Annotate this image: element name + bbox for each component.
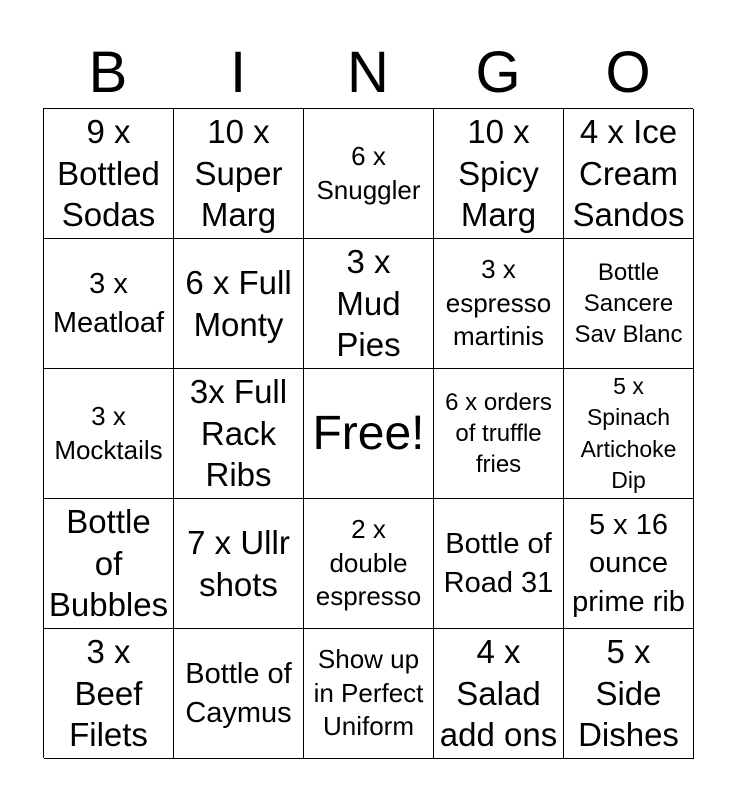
bingo-cell-g-3[interactable]: [434, 369, 564, 499]
cell-line: Filets: [69, 716, 148, 754]
bingo-cell-n-3[interactable]: [304, 369, 434, 499]
bingo-cell-text: [175, 262, 302, 346]
cell-line: Show up: [317, 643, 420, 674]
bingo-cell-g-2[interactable]: [434, 239, 564, 369]
cell-line: Sav Blanc: [574, 321, 683, 349]
cell-line: espresso: [315, 581, 422, 612]
cell-line: Bottle: [597, 258, 660, 286]
cell-line: ounce: [588, 547, 668, 580]
cell-line: Mocktails: [54, 434, 163, 465]
bingo-cell-b-3[interactable]: [44, 369, 174, 499]
cell-line: 6 x orders: [445, 388, 552, 416]
bingo-cell-text: [565, 257, 692, 351]
bingo-cell-text: [45, 265, 172, 342]
bingo-cell-text: [175, 655, 302, 732]
bingo-cell-b-4[interactable]: [44, 499, 174, 629]
cell-line: Mud: [336, 284, 401, 322]
bingo-cell-text: [45, 400, 172, 468]
cell-line: Super: [194, 154, 283, 192]
cell-line: Marg: [460, 196, 537, 234]
bingo-cell-n-4[interactable]: [304, 499, 434, 629]
bingo-cell-text: [305, 513, 432, 614]
cell-line: Spicy: [458, 154, 539, 192]
bingo-header: [43, 38, 693, 108]
cell-line: 6 x: [351, 140, 386, 171]
cell-line: Bottled: [57, 154, 160, 192]
cell-line: Meatloaf: [52, 306, 165, 339]
cell-line: 3x Full: [189, 372, 288, 410]
cell-line: espresso: [445, 287, 552, 318]
cell-line: Dishes: [578, 716, 679, 754]
bingo-cell-i-5[interactable]: [174, 629, 304, 759]
bingo-cell-text: [435, 253, 562, 354]
cell-line: Spinach: [586, 404, 671, 431]
cell-line: 3 x: [89, 267, 128, 300]
bingo-cell-i-2[interactable]: [174, 239, 304, 369]
cell-line: Pies: [336, 326, 401, 364]
cell-line: of truffle: [455, 419, 542, 447]
bingo-cell-text: [435, 631, 562, 757]
cell-line: Uniform: [322, 711, 414, 742]
bingo-cell-i-3[interactable]: [174, 369, 304, 499]
header-letter-n: N: [347, 40, 389, 105]
header-letter-i: I: [229, 40, 247, 105]
bingo-cell-text: [45, 501, 172, 627]
bingo-cell-b-1[interactable]: [44, 109, 174, 239]
bingo-cell-o-4[interactable]: [564, 499, 694, 629]
cell-line: Cream: [578, 154, 679, 192]
cell-line: fries: [475, 451, 522, 479]
header-letter-b: B: [88, 40, 128, 105]
bingo-cell-text: [565, 371, 692, 495]
cell-line: Artichoke: [580, 435, 677, 462]
cell-line: prime rib: [572, 585, 685, 618]
bingo-cell-text: [435, 387, 562, 481]
bingo-cell-g-5[interactable]: [434, 629, 564, 759]
cell-line: 2 x: [351, 513, 386, 544]
bingo-cell-o-3[interactable]: [564, 369, 694, 499]
cell-line: 10 x: [467, 112, 530, 150]
cell-line: double: [329, 547, 408, 578]
bingo-cell-o-5[interactable]: [564, 629, 694, 759]
bingo-cell-n-1[interactable]: [304, 109, 434, 239]
cell-line: Caymus: [185, 696, 292, 729]
bingo-cell-g-1[interactable]: [434, 109, 564, 239]
cell-line: 4 x Ice: [579, 112, 678, 150]
bingo-cell-text: [435, 525, 562, 602]
bingo-cell-text: [175, 522, 302, 606]
bingo-cell-text: [305, 241, 432, 367]
bingo-cell-n-2[interactable]: [304, 239, 434, 369]
cell-line: shots: [199, 565, 278, 603]
cell-line: Side: [595, 674, 662, 712]
cell-line: Salad: [456, 674, 541, 712]
bingo-cell-text: [565, 111, 692, 237]
cell-line: 10 x: [207, 112, 270, 150]
cell-line: Ribs: [205, 456, 272, 494]
bingo-cell-i-4[interactable]: [174, 499, 304, 629]
cell-line: 7 x Ullr: [187, 523, 290, 561]
cell-line: 3 x: [481, 253, 516, 284]
bingo-cell-b-5[interactable]: [44, 629, 174, 759]
cell-line: 5 x 16: [589, 508, 668, 541]
bingo-cell-o-2[interactable]: [564, 239, 694, 369]
cell-line: Bottle of: [445, 527, 552, 560]
cell-line: 4 x: [476, 632, 521, 670]
bingo-cell-text: [175, 111, 302, 237]
cell-line: Free!: [312, 406, 425, 460]
bingo-cell-text: [435, 111, 562, 237]
bingo-cell-text: [305, 140, 432, 208]
header-letter-o: O: [605, 40, 651, 105]
bingo-cell-text: [175, 371, 302, 497]
cell-line: add ons: [439, 716, 558, 754]
cell-line: Sodas: [61, 196, 156, 234]
cell-line: in Perfect: [313, 677, 424, 708]
cell-line: 5 x: [613, 373, 644, 400]
cell-line: Sancere: [583, 289, 674, 317]
cell-line: Sandos: [572, 196, 685, 234]
bingo-cell-g-4[interactable]: [434, 499, 564, 629]
cell-line: Beef: [74, 674, 143, 712]
header-letter-g: G: [475, 40, 521, 105]
cell-line: Snuggler: [316, 174, 421, 205]
bingo-cell-i-1[interactable]: [174, 109, 304, 239]
cell-line: Dip: [611, 466, 646, 493]
cell-line: Bottle of: [185, 657, 292, 690]
bingo-cell-text: [45, 111, 172, 237]
bingo-cell-text: [565, 506, 692, 622]
bingo-cell-n-5[interactable]: [304, 629, 434, 759]
bingo-cell-text: [305, 406, 432, 460]
cell-line: Monty: [193, 305, 284, 343]
cell-line: 9 x: [86, 112, 131, 150]
cell-line: Marg: [200, 196, 277, 234]
cell-line: 6 x Full: [185, 263, 292, 301]
cell-line: martinis: [452, 321, 544, 352]
cell-line: 3 x: [91, 400, 126, 431]
bingo-cell-o-1[interactable]: [564, 109, 694, 239]
cell-line: 3 x: [346, 242, 391, 280]
bingo-cell-text: [305, 643, 432, 744]
bingo-cell-b-2[interactable]: [44, 239, 174, 369]
cell-line: 5 x: [606, 632, 651, 670]
bingo-cell-text: [565, 631, 692, 757]
cell-line: Bottle: [66, 502, 151, 540]
bingo-cell-text: [45, 631, 172, 757]
cell-line: Bubbles: [48, 586, 169, 624]
cell-line: Road 31: [443, 566, 554, 599]
cell-line: 3 x: [86, 632, 131, 670]
cell-line: Rack: [200, 414, 277, 452]
cell-line: of: [94, 544, 123, 582]
bingo-card-grid: [43, 108, 693, 758]
